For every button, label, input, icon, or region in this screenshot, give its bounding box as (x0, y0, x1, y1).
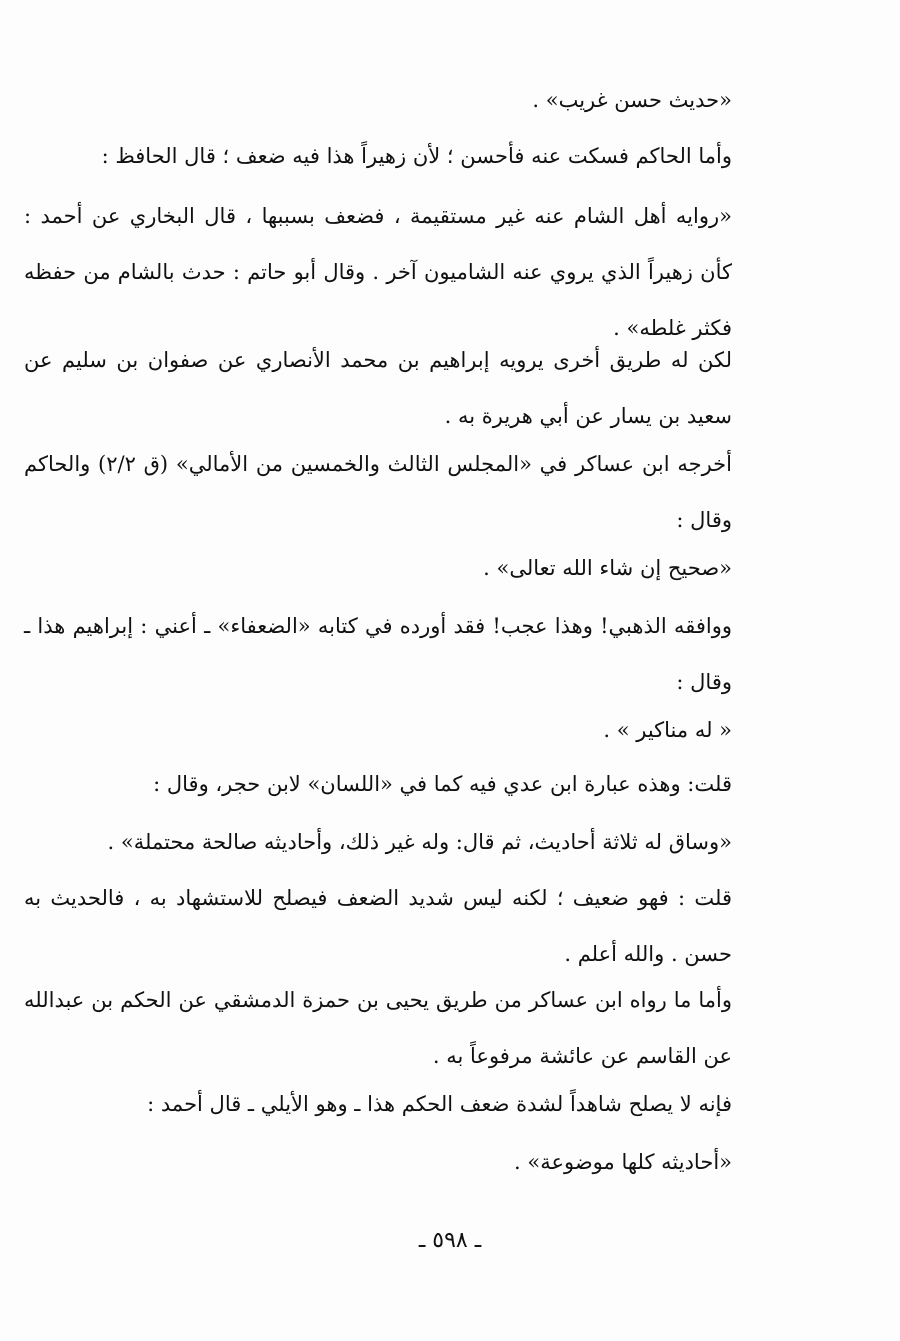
paragraph-dhahabi-agreement: ووافقه الذهبي! وهذا عجب! فقد أورده في كتابه «الضعفاء» ـ أعني : إبراهيم هذا ـ وقال : (24, 614, 732, 694)
page-number: ـ ٥٩٨ ـ (418, 1228, 482, 1253)
paragraph-not-valid-witness: فإنه لا يصلح شاهداً لشدة ضعف الحكم هذا ـ وهو الأيلي ـ قال أحمد : (147, 1092, 732, 1116)
paragraph-ibn-asakir-route: وأما ما رواه ابن عساكر من طريق يحيى بن حمزة الدمشقي عن الحكم بن عبدالله عن القاسم عن عائشة مرفوعاً به . (24, 988, 732, 1068)
paragraph-hadith-grade: «حديث حسن غريب» . (532, 88, 732, 112)
paragraph-other-route: لكن له طريق أخرى يرويه إبراهيم بن محمد الأنصاري عن صفوان بن سليم عن سعيد بن يسار عن أبي هريرة به . (24, 348, 732, 428)
paragraph-weak-but-hasan: قلت : فهو ضعيف ؛ لكنه ليس شديد الضعف فيصلح للاستشهاد به ، فالحديث به حسن . والله أعلم . (24, 886, 732, 966)
paragraph-fabricated-quote: «أحاديثه كلها موضوعة» . (514, 1150, 732, 1174)
paragraph-three-hadiths: «وساق له ثلاثة أحاديث، ثم قال: وله غير ذلك، وأحاديثه صالحة محتملة» . (107, 830, 732, 854)
paragraph-ibn-asakir-source: أخرجه ابن عساكر في «المجلس الثالث والخمسين من الأمالي» (ق ٢/٢) والحاكم وقال : (24, 452, 732, 532)
paragraph-ibn-adi-statement: قلت: وهذه عبارة ابن عدي فيه كما في «اللسان» لابن حجر، وقال : (153, 772, 732, 796)
paragraph-hafiz-quote: «روايه أهل الشام عنه غير مستقيمة ، فضعف بسببها ، قال البخاري عن أحمد : كأن زهيراً الذي يروي عنه الشاميون آخر . وقال أبو حاتم : حدث بالشام من حفظه فكثر غلطه» . (24, 204, 732, 340)
paragraph-hakim-silence: وأما الحاكم فسكت عنه فأحسن ؛ لأن زهيراً هذا فيه ضعف ؛ قال الحافظ : (101, 144, 732, 168)
paragraph-manakir-quote: « له مناكير » . (603, 718, 732, 742)
paragraph-hakim-verdict: «صحيح إن شاء الله تعالى» . (483, 556, 732, 580)
